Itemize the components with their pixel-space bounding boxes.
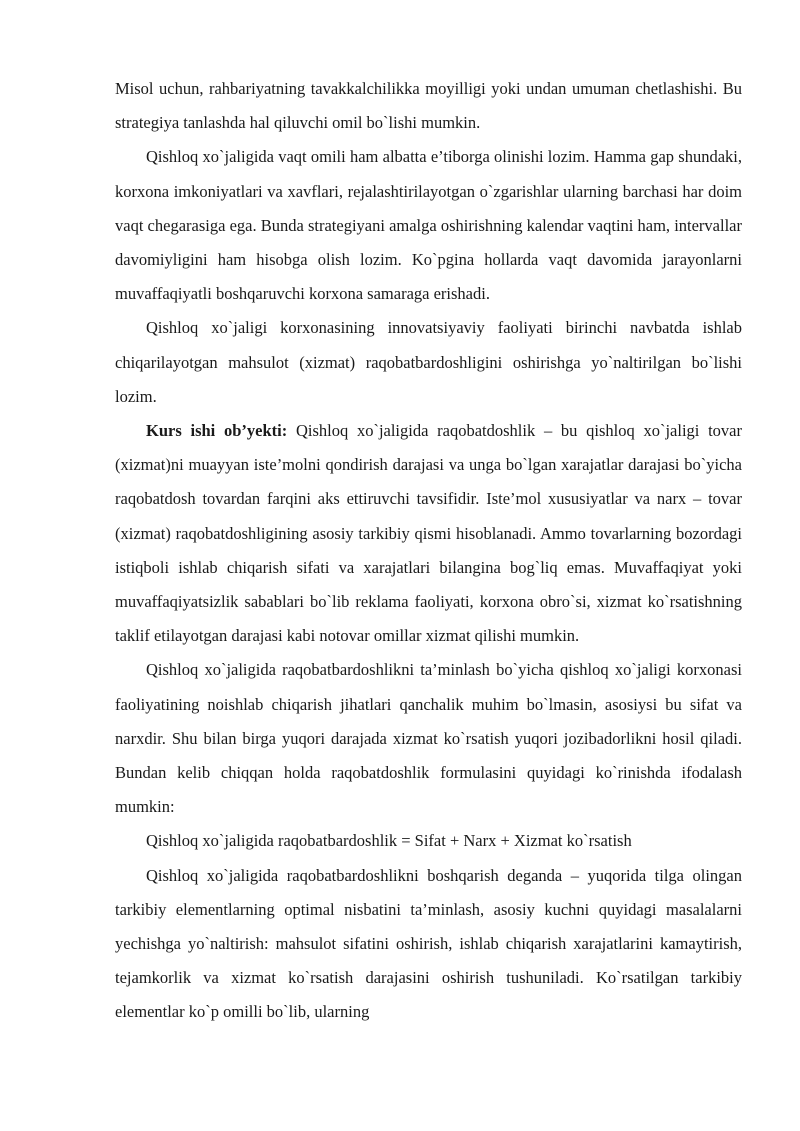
paragraph-text: Misol uchun, rahbariyatning tavakkalchilikka moyilligi yoki undan umuman chetlashishi. Bu strategiya tanlashda hal qiluvchi omil bo`lishi mumkin. (115, 79, 742, 133)
paragraph-formula (115, 824, 742, 858)
paragraph-innovation (115, 311, 742, 414)
formula-text: Qishloq xo`jaligida raqobatbardoshlik = Sifat + Narx + Xizmat ko`rsatish (146, 831, 632, 851)
paragraph-lead-label: Kurs ishi ob’yekti: (146, 421, 288, 441)
paragraph-continuation (115, 72, 742, 140)
paragraph-text: Qishloq xo`jaligida raqobatbardoshlikni ta’minlash bo`yicha qishloq xo`jaligi korxonasi faoliyatining noishlab chiqarish jihatlari qanchalik muhim bo`lmasin, asosiysi bu sifat va narxdir. Shu bilan birga yuqori darajada xizmat ko`rsatish yuqori jozibadorlikni hosil qiladi. Bundan kelib chiqqan holda raqobatdoshlik formulasini quyidagi ko`rinishda ifodalash mumkin: (115, 660, 742, 817)
paragraph-text: Qishloq xo`jaligida raqobatdoshlik – bu qishloq xo`jaligi tovar (xizmat)ni muayyan iste’molni qondirish darajasi va unga bo`lgan xarajatlar darajasi bo`yicha raqobatdosh tovardan farqini aks ettiruvchi tavsifidir. Iste’mol xususiyatlar va narx – tovar (xizmat) raqobatdoshligining asosiy tarkibiy qismi hisoblanadi. Ammo tovarlarning bozordagi istiqboli ishlab chiqarish sifati va xarajatlari bilangina bog`liq emas. Muvaffaqiyat yoki muvaffaqiyatsizlik sabablari bo`lib reklama faoliyati, korxona obro`si, xizmat ko`rsatishning taklif etilayotgan darajasi kabi notovar omillar xizmat qilishi mumkin. (115, 421, 742, 646)
paragraph-management (115, 859, 742, 1030)
paragraph-text: Qishloq xo`jaligi korxonasining innovatsiyaviy faoliyati birinchi navbatda ishlab chiqarilayotgan mahsulot (xizmat) raqobatbardoshligini oshirishga yo`naltirilgan bo`lishi lozim. (115, 318, 742, 406)
paragraph-text: Qishloq xo`jaligida vaqt omili ham albatta e’tiborga olinishi lozim. Hamma gap shundaki, korxona imkoniyatlari va xavflari, rejalashtirilayotgan o`zgarishlar ularning barchasi har doim vaqt chegarasiga ega. Bunda strategiyani amalga oshirishning kalendar vaqtini ham, intervallar davomiyligini ham hisobga olish lozim. Ko`pgina hollarda vaqt davomida jarayonlarni muvaffaqiyatli boshqaruvchi korxona samaraga erishadi. (115, 147, 742, 304)
paragraph-text: Qishloq xo`jaligida raqobatbardoshlikni boshqarish deganda – yuqorida tilga olingan tarkibiy elementlarning optimal nisbatini ta’minlash, asosiy kuchni quyidagi masalalarni yechishga yo`naltirish: mahsulot sifatini oshirish, ishlab chiqarish xarajatlarini kamaytirish, tejamkorlik va xizmat ko`rsatish darajasini oshirish tushuniladi. Ko`rsatilgan tarkibiy elementlar ko`p omilli bo`lib, ularning (115, 865, 742, 1022)
paragraph-research-object (115, 414, 742, 653)
paragraph-time-factor (115, 140, 742, 311)
document-page (115, 72, 742, 1030)
paragraph-competitiveness (115, 653, 742, 824)
